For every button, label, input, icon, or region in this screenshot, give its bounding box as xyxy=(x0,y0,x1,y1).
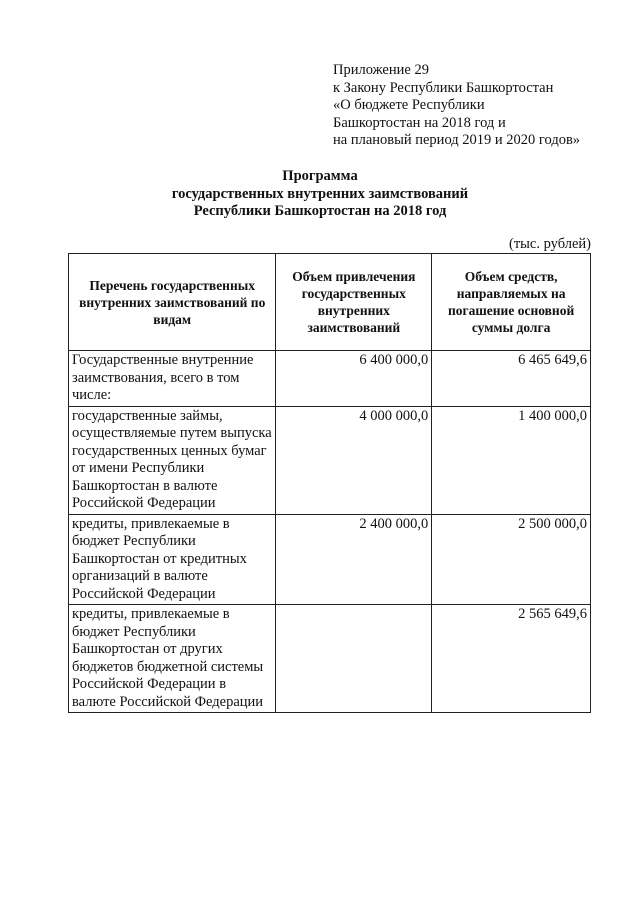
appendix-line: «О бюджете Республики xyxy=(333,97,485,113)
row-repayment: 6 465 649,6 xyxy=(432,351,591,407)
row-name: кредиты, привлекаемые в бюджет Республики Башкортостан от других бюджетов бюджетной системы Российской Федерации в валюте Российской Федерации xyxy=(69,605,276,713)
column-header-repayment: Объем средств, направляемых на погашение основной суммы долга xyxy=(432,254,591,351)
column-header-type: Перечень государственных внутренних заимствований по видам xyxy=(69,254,276,351)
table-row xyxy=(69,406,591,514)
appendix-header xyxy=(333,62,623,150)
table-row xyxy=(69,605,591,713)
row-raised: 4 000 000,0 xyxy=(276,406,432,514)
row-name: Государственные внутренние заимствования, всего в том числе: xyxy=(69,351,276,407)
row-name: государственные займы, осуществляемые путем выпуска государственных ценных бумаг от имени Республики Башкортостан в валюте Российской Федерации xyxy=(69,406,276,514)
row-raised: 2 400 000,0 xyxy=(276,514,432,605)
column-header-raised: Объем привлечения государственных внутренних заимствований xyxy=(276,254,432,351)
title-line: Программа xyxy=(282,168,358,184)
row-repayment: 1 400 000,0 xyxy=(432,406,591,514)
title-line: Республики Башкортостан на 2018 год xyxy=(193,203,447,219)
appendix-line: к Закону Республики Башкортостан xyxy=(333,79,554,96)
row-raised xyxy=(276,605,432,713)
table-row xyxy=(69,514,591,605)
appendix-line: на плановый период 2019 и 2020 годов» xyxy=(333,132,581,148)
document-title xyxy=(0,168,640,221)
title-line: государственных внутренних заимствований xyxy=(171,185,469,202)
row-raised: 6 400 000,0 xyxy=(276,351,432,407)
appendix-line: Приложение 29 xyxy=(333,62,429,78)
units-note: (тыс. рублей) xyxy=(509,236,591,252)
appendix-line: Башкортостан на 2018 год и xyxy=(333,114,506,131)
table-row xyxy=(69,351,591,407)
row-repayment: 2 565 649,6 xyxy=(432,605,591,713)
row-repayment: 2 500 000,0 xyxy=(432,514,591,605)
table-header-row xyxy=(69,254,591,351)
row-name: кредиты, привлекаемые в бюджет Республики Башкортостан от кредитных организаций в валюте Российской Федерации xyxy=(69,514,276,605)
borrowing-program-table xyxy=(68,253,591,713)
